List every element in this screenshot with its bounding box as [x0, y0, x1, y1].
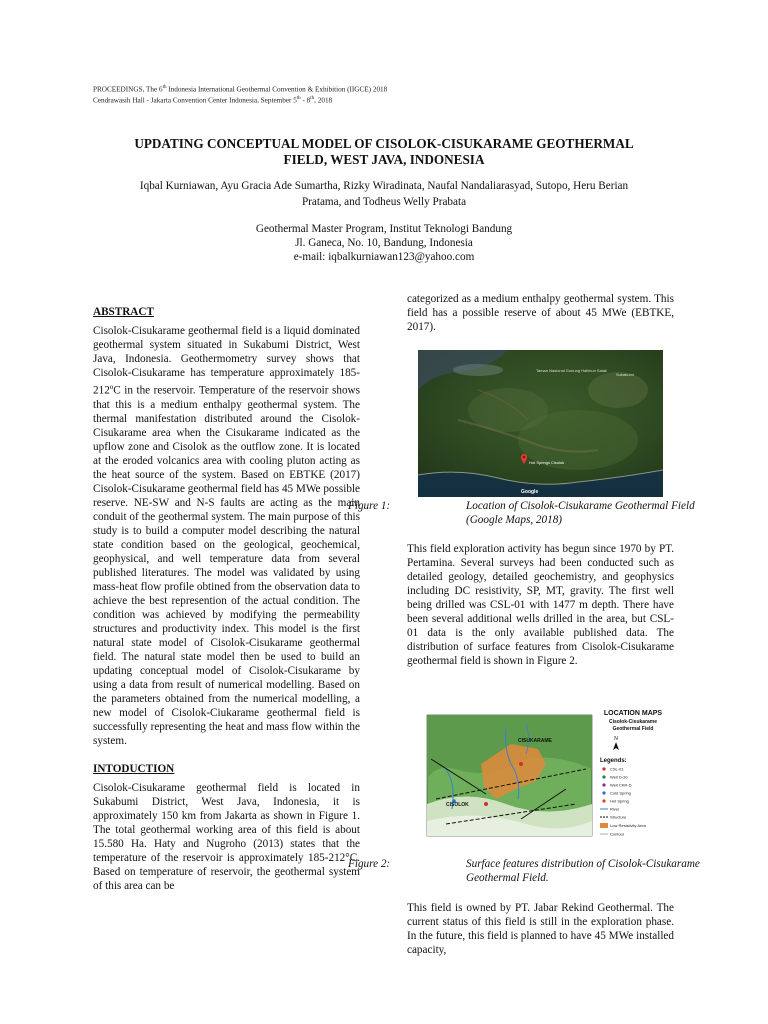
right-column-middle [407, 542, 674, 668]
right-paragraph-2: This field exploration activity has begun since 1970 by PT. Pertamina. Several surveys had been conducted such as detailed geology, detailed geochemistry, and geophysics including DC resistivity, SP, MT, gravity. The first well being drilled was CSL-01 with 1477 m depth. There have been several additional wells drilled in the area, but CSL-01 data is the only available published data. The distribution of surface features from Cisolok-Cisukarame geothermal field is shown in Figure 2. [407, 543, 674, 667]
right-paragraph-3: This field is owned by PT. Jabar Rekind Geothermal. The current status of this field is still in the exploration phase. In the future, this field is planned to have 45 MWe installed capacity, [407, 902, 674, 956]
low-resistivity-swatch-icon [600, 823, 608, 828]
hot-spring-marker-icon [602, 799, 605, 802]
right-column-bottom [407, 901, 674, 957]
park-label: Taman Nasional Gunung Halimun Salak [536, 368, 607, 373]
svg-text:N: N [614, 736, 618, 742]
proceedings-header [93, 83, 387, 106]
legend-item: Structure [610, 814, 627, 820]
map-title: LOCATION MAPS [603, 710, 663, 717]
map-subtitle-1: Cisolok-Cisukarame [608, 719, 658, 725]
left-column [93, 305, 360, 893]
cold-spring-marker-icon [602, 791, 605, 794]
email-link[interactable]: e-mail: iqbalkurniawan123@yahoo.com [293, 251, 475, 263]
introduction-heading: INTODUCTION [93, 762, 175, 775]
well-ckr-marker-icon [602, 783, 605, 786]
satellite-map-image [418, 350, 663, 497]
legend-title: Legends: [600, 758, 627, 764]
introduction-text: Cisolok-Cisukarame geothermal field is located in Sukabumi District, West Java, Indonesia, it is approximately 150 km from Jakarta as shown in Figure 1. The total geothermal working area of this field is about 15.580 Ha. Haty and Nugroho (2013) states that the temperature of the reservoir is approximately 185-212°C. Based on temperature of reservoir, the geothermal system of this area can be [93, 781, 360, 892]
header-line-2: Cendrawasih Hall - Jakarta Convention Center Indonesia, September 5th - 8th, 2018 [93, 96, 333, 105]
right-column-top [407, 292, 674, 334]
map-subtitle-2: Geothermal Field [612, 726, 654, 732]
abstract-text: Cisolok-Cisukarame geothermal field is a liquid dominated geothermal system situated in Sukabumi District, West Java, Indonesia. Geothermometry survey shows that Cisolok-Cisukarame has temperature approximately 185-212$^o$C in the reservoir. Temperature of the reservoir shows that this is a medium enthalpy geothermal system. The thermal manifestation distributed around the Cisolok-Cisukarame area when the Cisukarame indicated as the upflow zone and Cisolok as the outflow zone. It is located at the eroded volcanics area with cooling pluton acting as the heat source of the system. Based on EBTKE (2017) Cisolok-Cisukarame geothermal field has 45 MWe possible reserve. NE-SW and N-S faults are acting as the main conduit of the geothermal system. The main purpose of this study is to build a computer model describing the natural state condition based on the geological, geochemical, geophysical, and well temperature data from several published literatures. The model was validated by using mass-heat flow profile obtined from the observation data to achieve the best represention of the actual condition. The condition was achieved by modifying the permeability structures and productivity index. This model is the first natural state model of Cisolok-Cisukarame geothermal field. The natural state model then be used to build an updating conceptual model of Cisolok-Cisukarame by using a data from result of numerical modelling. Based on the parameters obtained from the numerical modelling, a new model of Cisolok-Ciukarame geothermal field is successfully representing the heat and mass flow within the system. [93, 325, 360, 747]
affiliation: Geothermal Master Program, Institut Teknologi Bandung Jl. Ganeca, No. 10, Bandung, Indonesia e-mail: iqbalkurniawan123@yahoo.com [93, 222, 675, 264]
legend-item: Hot Spring [610, 798, 629, 804]
well-d10-marker-icon [602, 775, 605, 778]
figure-1-caption: Figure 1: Location of Cisolok-Cisukarame Geothermal Field (Google Maps, 2018) [348, 500, 695, 526]
legend-item: Contour [610, 831, 625, 837]
city-label: Sukabumi [616, 372, 634, 377]
legend-item: CSL-01 [610, 766, 624, 772]
legend-item: Low Resistivity Area [610, 823, 646, 828]
header-line-1: PROCEEDINGS, The 6th Indonesia International Geothermal Convention & Exhibition (IIGCE) 2018 [93, 85, 388, 94]
legend-item: Well D-10 [610, 774, 628, 780]
legend-item: Cold Spring [610, 790, 631, 796]
location-map-image [426, 709, 675, 852]
figure-2-location-map [426, 709, 675, 852]
abstract-heading: ABSTRACT [93, 306, 154, 318]
figure-1-satellite-map [418, 350, 663, 497]
google-logo: Google [521, 489, 539, 495]
paper-title: UPDATING CONCEPTUAL MODEL OF CISOLOK-CISUKARAME GEOTHERMAL FIELD, WEST JAVA, INDONESIA [134, 136, 634, 167]
pin-label: Hot Springs Cisolok [529, 460, 565, 465]
legend-item: River [610, 806, 620, 812]
csl-01-marker-icon [602, 767, 605, 770]
right-paragraph-1: categorized as a medium enthalpy geothermal system. This field has a possible reserve of about 45 MWe (EBTKE, 2017). [407, 293, 674, 333]
map-label-cisukarame: CISUKARAME [518, 738, 552, 744]
map-label-cisolok: CISOLOK [446, 802, 469, 808]
legend-item: Well CKR-D [610, 782, 632, 788]
author-list: Iqbal Kurniawan, Ayu Gracia Ade Sumartha, Rizky Wiradinata, Naufal Nandaliarasyad, Sutopo, Heru Berian Pratama, and Todheus Welly Prabata [139, 180, 629, 208]
figure-2-caption: Figure 2: Surface features distribution of Cisolok-Cisukarame Geothermal Field. [348, 858, 700, 884]
